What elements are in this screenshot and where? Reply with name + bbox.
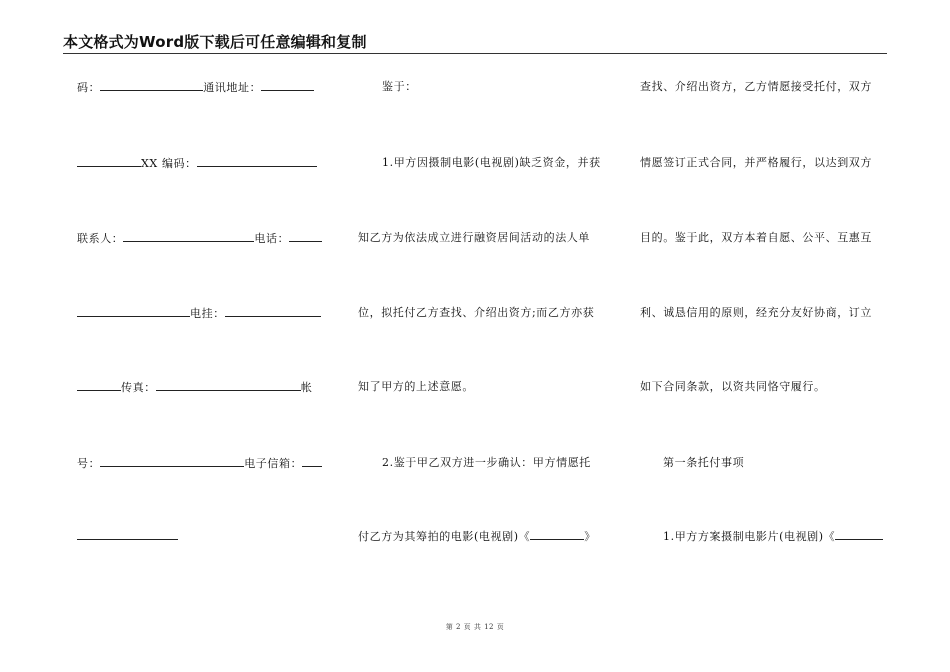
col2-line-1: 鉴于： xyxy=(382,80,417,93)
col2-line-7 xyxy=(358,529,608,544)
account-label-start: 帐 xyxy=(300,381,313,394)
section-heading: 第一条托付事项 xyxy=(663,456,745,469)
col1-line-6 xyxy=(77,456,327,471)
col1-line-1 xyxy=(77,80,327,95)
film-title-prefix: 付乙方为其筹拍的电影(电视剧)《 xyxy=(358,530,531,543)
col3-line-2: 情愿签订正式合同，并严格履行，以达到双方 xyxy=(640,156,872,169)
blank-field xyxy=(261,80,314,91)
blank-field xyxy=(289,231,322,242)
blank-field xyxy=(77,156,141,167)
col3-line-4: 利、诚恳信用的原则，经充分友好协商，订立 xyxy=(640,306,872,319)
col2-line-5: 知了甲方的上述意愿。 xyxy=(358,380,474,393)
col1-line-2 xyxy=(77,156,327,171)
postcode-label: XX 编码： xyxy=(141,157,197,170)
col2-line-2: 1.甲方因摄制电影(电视剧)缺乏资金，并获 xyxy=(382,156,601,169)
blank-field xyxy=(77,380,121,391)
header-divider xyxy=(63,53,887,54)
col3-line-1: 查找、介绍出资方，乙方情愿接受托付，双方 xyxy=(640,80,872,93)
col1-line-5 xyxy=(77,380,327,395)
col2-line-4: 位，拟托付乙方查找、介绍出资方;而乙方亦获 xyxy=(358,306,595,319)
col3-line-7 xyxy=(663,529,913,544)
code-label: 码： xyxy=(77,81,101,94)
contact-label: 联系人： xyxy=(77,232,124,245)
blank-field xyxy=(530,529,584,540)
blank-field xyxy=(123,231,254,242)
email-label: 电子信箱： xyxy=(244,457,303,470)
col1-line-7 xyxy=(77,529,327,544)
col3-line-3: 目的。鉴于此，双方本着自愿、公平、互惠互 xyxy=(640,231,872,244)
telegraph-label: 电挂： xyxy=(190,307,225,320)
blank-field xyxy=(302,456,322,467)
blank-field xyxy=(77,306,190,317)
col2-line-3: 知乙方为依法成立进行融资居间活动的法人单 xyxy=(358,231,590,244)
col2-line-6: 2.鉴于甲乙双方进一步确认：甲方情愿托 xyxy=(382,456,591,469)
film-plan-prefix: 1.甲方方案摄制电影片(电视剧)《 xyxy=(663,530,836,543)
blank-field xyxy=(156,380,301,391)
blank-field xyxy=(225,306,321,317)
address-label: 通讯地址： xyxy=(203,81,262,94)
phone-label: 电话： xyxy=(254,232,290,245)
col1-line-4 xyxy=(77,306,327,321)
blank-field xyxy=(835,529,883,540)
page-number: 第 2 页 共 12 页 xyxy=(445,623,505,631)
document-header-title: 本文格式为Word版下载后可任意编辑和复制 xyxy=(63,33,367,51)
fax-label: 传真： xyxy=(121,381,156,394)
blank-field xyxy=(197,156,317,167)
col1-line-3 xyxy=(77,231,327,246)
blank-field xyxy=(77,529,178,540)
film-title-suffix: 》 xyxy=(584,530,596,543)
account-label-end: 号： xyxy=(77,457,101,470)
blank-field xyxy=(100,80,203,91)
blank-field xyxy=(100,456,244,467)
col3-line-5: 如下合同条款，以资共同恪守履行。 xyxy=(640,380,826,393)
